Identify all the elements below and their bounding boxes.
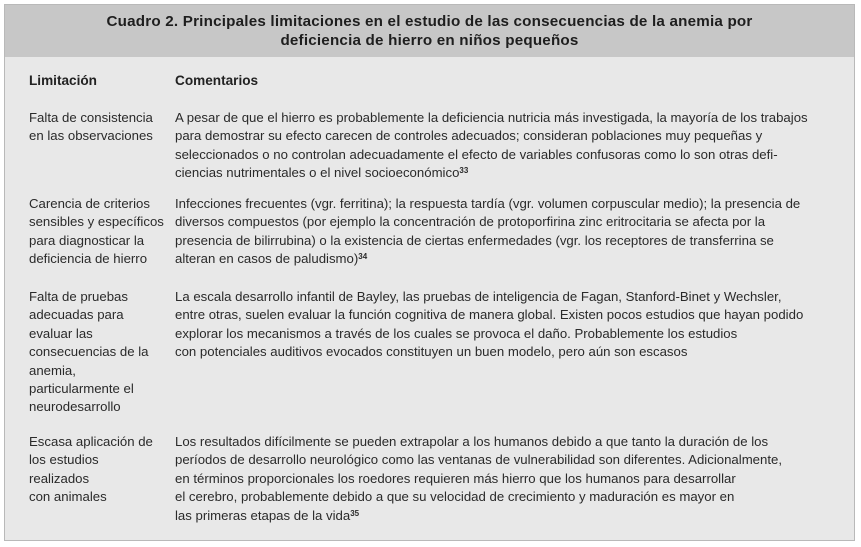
row-comments [175, 288, 840, 362]
title-line-1: Cuadro 2. Principales limitaciones en el estudio de las consecuencias de la anemia por [106, 13, 753, 30]
reference-superscript: 33 [459, 166, 469, 176]
row-limitation [29, 288, 165, 417]
limitation-line: Escasa aplicación de [29, 434, 153, 449]
title-line-2: deficiencia de hierro en niños pequeños [280, 32, 579, 49]
table-title [5, 5, 854, 57]
row-comments [175, 195, 840, 269]
comment-line: Los resultados difícilmente se pueden extrapolar a los humanos debido a que tanto la duración de los [175, 434, 769, 449]
comment-line [175, 164, 840, 182]
limitation-line: particularmente el [29, 381, 134, 397]
comment-text: ciencias nutrimentales o el nivel socioeconómico [175, 165, 460, 181]
limitation-line: con animales [29, 489, 107, 505]
limitation-line: anemia, [29, 362, 76, 378]
table-frame [4, 4, 855, 541]
row-comments [175, 109, 840, 183]
limitation-line: los estudios [29, 452, 99, 468]
comment-line: para demostrar su efecto carecen de controles adecuados; consideran poblaciones muy pequeñas y [175, 128, 763, 144]
limitation-line: evaluar las [29, 325, 93, 341]
limitation-line: sensibles y específicos [29, 214, 164, 230]
comment-line: diversos compuestos (por ejemplo la concentración de protoporfirina zinc eritrocitaria se afecta por la [175, 214, 766, 230]
comment-line: el cerebro, probablemente debido a que su velocidad de crecimiento y maduración es mayor en [175, 489, 735, 505]
comment-line: seleccionados o no controlan adecuadamente el efecto de variables confusoras como lo son otras defi- [175, 146, 778, 162]
comment-line: A pesar de que el hierro es probablemente la deficiencia nutricia más investigada, la mayoría de los trabajos [175, 110, 808, 125]
limitation-line: Carencia de criterios [29, 196, 150, 211]
limitation-line: Falta de consistencia [29, 110, 153, 125]
limitation-line: consecuencias de la [29, 344, 149, 360]
limitation-line: adecuadas para [29, 307, 124, 323]
comment-line [175, 507, 840, 525]
limitation-line: deficiencia de hierro [29, 251, 148, 267]
comment-line: La escala desarrollo infantil de Bayley, las pruebas de inteligencia de Fagan, Stanford-Binet y Wechsler, [175, 289, 782, 304]
row-limitation [29, 109, 165, 146]
header-comments: Comentarios [175, 73, 259, 88]
limitation-line: Falta de pruebas [29, 289, 128, 304]
comment-line: en términos proporcionales los roedores requieren más hierro que los humanos para desarrollar [175, 470, 736, 486]
comment-line: con potenciales auditivos evocados constituyen un buen modelo, pero aún son escasos [175, 344, 688, 360]
comment-line: presencia de bilirrubina) o la existencia de ciertas enfermedades (vgr. los receptores de transferrina se [175, 232, 774, 248]
limitation-line: realizados [29, 470, 90, 486]
comment-line: explorar los mecanismos a través de los cuales se provoca el daño. Probablemente los estudios [175, 325, 738, 341]
row-limitation [29, 433, 165, 507]
comment-line: períodos de desarrollo neurológico como las ventanas de vulnerabilidad son diferentes. Adicionalmente, [175, 452, 783, 468]
reference-superscript: 34 [358, 252, 368, 262]
row-limitation [29, 195, 165, 269]
limitation-line: neurodesarrollo [29, 399, 121, 415]
comment-text: las primeras etapas de la vida [175, 507, 351, 523]
reference-superscript: 35 [350, 508, 360, 518]
limitation-line: en las observaciones [29, 128, 153, 144]
row-comments [175, 433, 840, 525]
comment-line: Infecciones frecuentes (vgr. ferritina); la respuesta tardía (vgr. volumen corpuscular medio); la presencia de [175, 196, 801, 211]
comment-text: alteran en casos de paludismo) [175, 251, 359, 267]
header-limitation: Limitación [29, 73, 97, 88]
limitation-line: para diagnosticar la [29, 232, 145, 248]
comment-line: entre otras, suelen evaluar la función cognitiva de manera global. Existen pocos estudios que hayan podido [175, 307, 804, 323]
comment-line [175, 250, 840, 268]
